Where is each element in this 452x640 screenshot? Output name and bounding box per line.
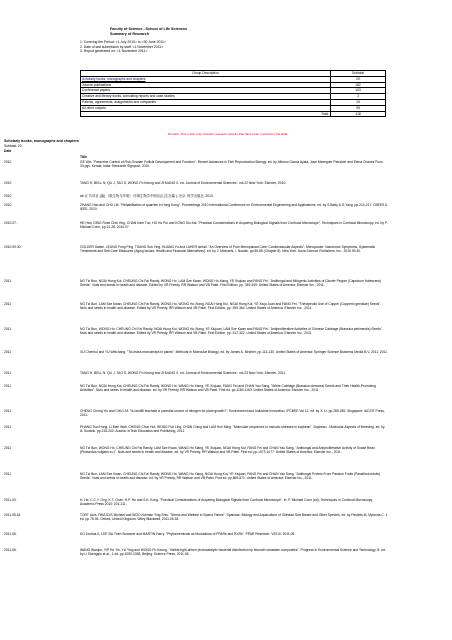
entry-date: 2011.05.18. [4, 513, 22, 517]
entry-date: 2011.06. [4, 548, 17, 552]
summary-row-label: Scholarly books, monographs and chapters [81, 76, 331, 82]
entry-citation: GE Wei. "Paracrine Control of Fish Ovarian Follicle Development and Function". Recent Advances in Fish Reproduction Biology. ed. by Alfonso Garcia Ayala, Jose Meseguer Penalver and Elena Chaves Pozo. 33 pgs. Kerala, India: Research Signpost, 2010. [80, 160, 384, 169]
entry-citation: NG Tzi Bun, LAM Sze Kwan, CHEUNG Chi Fai Randy, WONG Ho, WONG Ho Xiang, NGAI Hung Kui, NGAI Hung Kui, YE Xiuju Juan and FANG Fei. "Therapeutic Use of Copper (Copperin genisiae) Seeds". Nuts and seeds in health and disease. Edited by VR Preedy, RR Watson and VB Patel. First Edition. pp. 359-364. United States of America: Elsevier Inc., 2011. [80, 302, 382, 311]
entry-date: 2011 [4, 472, 12, 476]
entry-citation: NG Tzi Bun, WONG Ho, CHEUNG Chi Fai Randy, NGAI Hung Kui, WONG Ho Xiang, YE Xiujuan, LAM Sze Kwan and FANG Fei. "Antiproliferative Activities of Chinese Cabbage (Brassica pekinensis) Seeds". Nuts and seeds in health and disease. Edited by VR Preedy, RR Watson and VB Patel. First Edition. pp. 317-322. United States of America: Elsevier Inc., 2011. [80, 327, 383, 336]
summary-total-row [81, 111, 386, 117]
entry-citation: CHENG Chung Yiu and CHU LM. "Is landfill leachate a potential source of nitrogen for plant growth?". Environment and Industrial Innovation, IPCBEE Vol 12. ed. by X. Li. pp.285-289. Singapore: IACSIT Press, 2011. [80, 409, 385, 418]
entry-date: 2011 [4, 425, 12, 429]
entry-date: 2011 [4, 350, 12, 354]
entry-citation: NG Tzi Bun, LAM Sze Kwan, CHEUNG Chi Fai Randy, WONG Ho, WANG Ho Xiang, NGAI Hung Kui, YE Xiujuan, FANG Fei and CHAN Yau Sang. "Antifungal Protein From Passion Fruits (Passiflora edulis) Seeds". Nuts and seeds in health and disease. ed. by VR Preedy, RR Watson and VB Patel. First ed. pp.869-871. United States of America: Elsevier Inc., 2011. [80, 472, 381, 481]
summary-row-value: 15 [331, 99, 386, 105]
date-column-header: Date [4, 149, 12, 153]
entry-citation: H. He, C.C.Y. Ong, K.T. Chan, H.P. Ho and S.K. Kong. "Practical Considerations of Acquiring Biological Signals from Confocal Microscope". in: P. Michael Conn (ed), Techniques in Confocal Microscopy, Academic Press 2010: 201-211. [80, 498, 373, 507]
entry-date: 2011.05. [4, 532, 17, 536]
summary-row-value: 182 [331, 82, 386, 88]
entry-date: 2011 [4, 371, 12, 375]
title-column-header: Title [80, 155, 87, 159]
summary-row-label: Journal publications [81, 82, 331, 88]
report-subtitle: Summary of Research [110, 32, 149, 36]
entry-citation: TANG H, BELL N, QU J, TAO S, WONG Po Keung and ZHUANG X. ed. Journal of Environmental Sciences : vol.22 New York: Elsevier, 2010. [80, 181, 287, 185]
section-subtotal: Subtotal: 20 [4, 144, 22, 148]
entry-citation: ab 区 共项目 (编) 《微生物与环境》 环境生物学中的前沿 (生态篇 ). 北京: 科学出版社, 2010. [80, 194, 214, 198]
summary-row-value: 95 [331, 105, 386, 111]
entry-citation: PHANG Tsui Hung, LI Man Wah, CHENG Chun Hoi, WONG Fuk Ling, CHAN Ching and LAM Hon Ming. "Molecular responses to osmotic stresses in soybean". Soybean - Molecular Aspects of Breeding. ed. by A. Sudaric. pp.215-240. Austria: InTech Education and Publishing, 2011. [80, 425, 385, 434]
entry-date: 2011 [4, 409, 12, 413]
summary-row-label: Conference papers [81, 88, 331, 94]
report-meta [80, 40, 166, 54]
entry-date: 2011 [4, 327, 12, 331]
entry-date: 2011 [4, 384, 12, 388]
section-title: Scholarly books, monographs and chapters [4, 139, 79, 143]
entry-citation: GOLDER Satish, LEUNG Fung Ping, TSANG Suk Ying, HUANG Yu and LAHER Ismail. "An Overview of Poor Menopausal Care: Cardiovascular Aspects". Menopause: Vasomotor Symptoms, Systematic Treatments and Self-Care Measures (Aging Issues, Health and Financial Alternatives). ed. by J. Michaels, I. Nowak. pp.55-85 (Chapter 8). New York: Nova Science Publishers, Inc., 2010.09.30. [80, 245, 376, 254]
summary-row-value: 20 [331, 76, 386, 82]
group-description-header: Group Description [81, 71, 331, 77]
summary-table [80, 70, 386, 117]
entry-citation: NG Tzi Bun, NGAI Hung Kui, CHEUNG Chi Fai Randy, WONG Ho, LAM Sze Kwan, WONG Ho Xiang, YE Xiujuan and FANG Fei. "Antifungal and Mitogenic Activities of Cluster Pepper (Capsicum frutescens) Seeds". Nuts and seeds in health and disease. Edited by VR Preedy, RR Watson and VB Patel. First Edition. pp. 349-349. United States of America: Elsevier Inc., 2011. [80, 279, 382, 288]
entry-citation: TANG H, BELL N, QU J, TAO S, WONG Po Keung and ZHUANG X. ed. Journal of Environmental Sciences : vol.23 New York: Elsevier, 2011. [80, 371, 286, 375]
report-title: Faculty of Science - School of Life Sciences [110, 27, 188, 31]
entry-date: 2010 [4, 181, 12, 185]
entry-date: 2011 [4, 279, 12, 283]
entry-date: 2010 [4, 203, 12, 207]
summary-row-value: 3 [331, 94, 386, 100]
entry-date: 2010 [4, 160, 12, 164]
subtotal-header: Subtotal [331, 71, 386, 77]
meta-line: 1. Covering the Period: <1 July 2010> to <30 June 2011> [80, 40, 166, 44]
entry-date: 2011 [4, 302, 12, 306]
entry-citation: NG Tzi Bun, NGAI Hung Kui, CHEUNG Chi Fai Randy, WONG Ho, WANG Ho Xiang, YE Xiujuan, FANG Fei and CHAN Yau Sang. "White Cabbage (Brassica oleracea) Seeds and Their Health-Promoting Activities". Nuts and seeds in health and disease. ed. by VR Preedy, RR Watson and VB Patel. First ed. pp.1159-1163. United States of America: Elsevier Inc., 2011. [80, 384, 376, 393]
summary-total-label: Total: [81, 111, 331, 117]
summary-row-label: Patents, agreements, assignments and companies [81, 99, 331, 105]
summary-remark: Remark: This report only includes research outputs that have been reported to the RAE. [168, 132, 289, 136]
summary-row-label: All other outputs [81, 105, 331, 111]
meta-line: 3. Report generated on: <1 November 2011> [80, 49, 148, 54]
entry-citation: KO Joshua K, LEE Siu Tuen Susanne and MARTIN Harry. "Phytochemicals as Modulators of PPARs and RXRs". PPAR Research. V2010: 2011.05. [80, 532, 296, 536]
entry-date: 2011 [4, 446, 12, 450]
summary-row-value: 103 [331, 88, 386, 94]
entry-citation: XU Chenhui and YU Weichang. "Tol-mass microarrays in plants". Methods in Molecular Biology. ed. by James A. Birchler. pp.113-130. United States of America: Springer Science Business Media B.V. 2011, 2011. [80, 350, 388, 354]
report-header [80, 27, 188, 54]
entry-date: 2010 [4, 194, 12, 198]
entry-citation: HE Han, DING Rose Chik Ying, CHAN Kam Tuo, HO Ho Pui and KONG Siu Kai. "Practical Considerations in Acquiring Biological Signals from Confocal Microscope". Techniques in Confocal Microscopy. ed. by P. Michael Conn. pp.21-28. 2010.07. [80, 221, 388, 230]
summary-total-value: 418 [331, 111, 386, 117]
entry-date: 2010.09.30. [4, 245, 22, 249]
entry-citation: ZHANG Hao and CHU LM. "Rehabilitation of quarries in Hong Kong". Proceedings 2010 International Conference on Environmental Engineering and Applications. ed. by S Batty & G Yang. pp.214-217. CBEES & IEEE, 2010. [80, 203, 388, 212]
entry-citation: TORT Lluis, PAVLIDIS Michael and WOO Norman Ying Shiu. "Stress and Welfare in Sparid Fishes". Sparidae: Biology and Aquaculture of Gilthead Sea Bream and Other Species. ed. by Pavlidis M, Mylonas C. 1 ed. pp.75-94. Oxford, United Kingdom: Wiley Blackwell, 2011.05.18. [80, 513, 388, 522]
entry-citation: WANG Wanjun, YIP Ho Yin, YU Ying and WONG Po Keung. "Visible-light-driven photocatalytic bacterial disinfection by bismuth vanadate composites". Progress in Environmental Science and Technology III. ed. by Li Shengqiu et al., 1 ed. pp.1053-1058. Beijing: Science Press, 2011.06. [80, 548, 386, 557]
meta-line: 2. Date of last submission by staff: <1 November 2011> [80, 44, 164, 49]
summary-row-label: Creative and literary works, consulting reports and case studies [81, 94, 331, 100]
entry-citation: NG Tzi Bun, WONG Ho, CHEUNG Chi Fai Randy, LAM Sze Kwan, WANG Ho Xiang, YE Xiujuan, NGAI Hung Kui, FANG Fei and CHAN Yau Sang. "Antifungal and Antiproliferative Activity of Snake Bean (Phaseolus vulgaris cv.)". Nuts and seeds in health and disease. ed. by VR Preedy, RR Watson and VB Patel. First ed. pp.1073-1077. United States of America: Elsevier Inc., 2011. [80, 446, 375, 455]
entry-date: 2011.03. [4, 498, 17, 502]
entry-date: 2010.07. [4, 221, 17, 225]
